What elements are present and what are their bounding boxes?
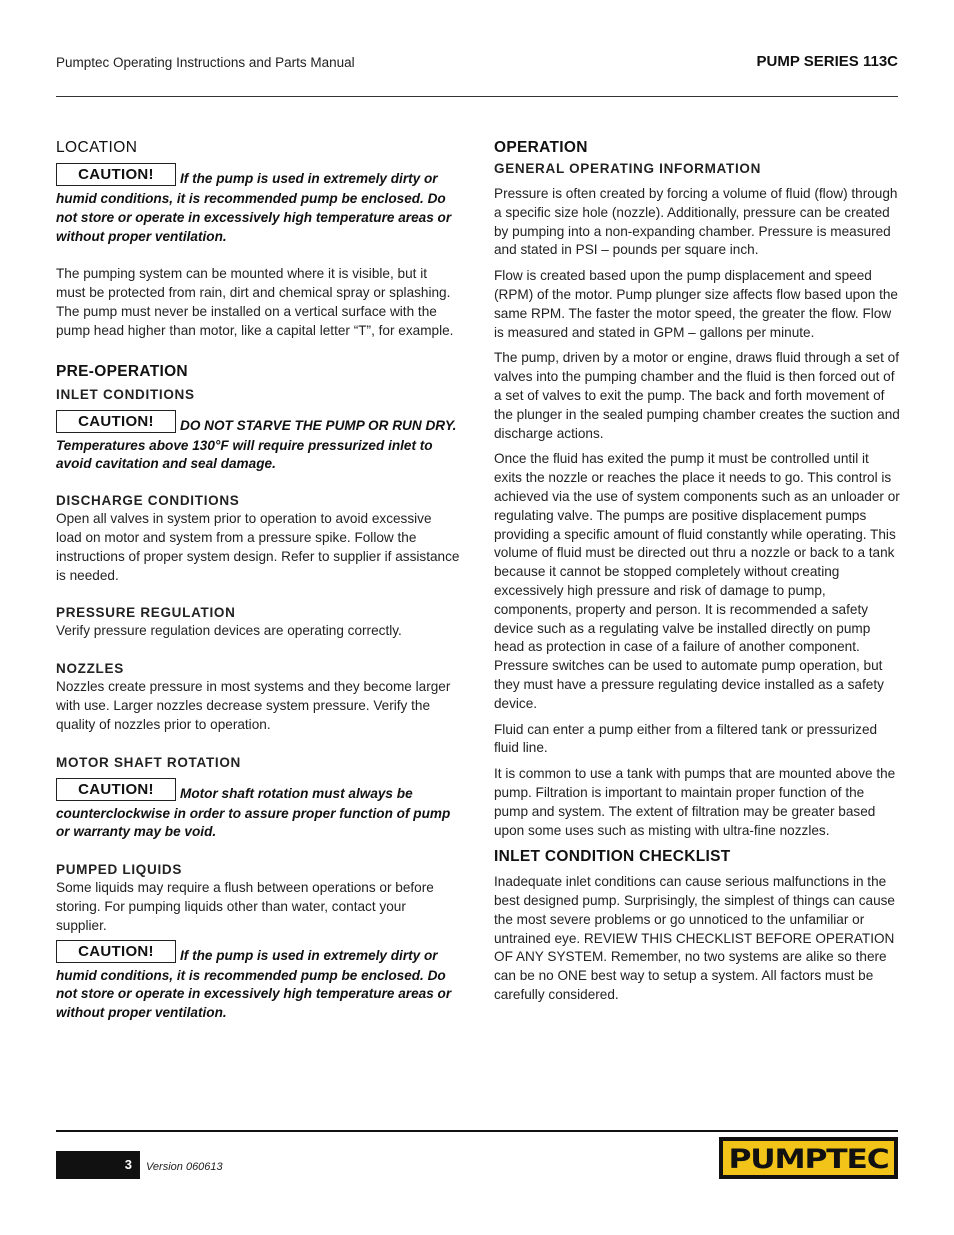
operation-paragraph-3: The pump, driven by a motor or engine, draws fluid through a set of valves into the pumping chamber and the fluid is then forced out of a set of valves to exit the pump. The back and forth movement of the plunger in the sealed pumping chamber creates the suction and discharge actions. — [494, 350, 900, 441]
version-label: Version 060613 — [146, 1161, 223, 1173]
caution-badge: CAUTION! — [56, 410, 176, 433]
discharge-text: Open all valves in system prior to operation to avoid excessive load on motor and system from a pressure spike. Follow the instructions of proper system design. Refer to supplier if assistance is needed. — [56, 511, 460, 583]
left-column — [56, 138, 460, 1023]
pre-operation-heading: PRE-OPERATION — [56, 362, 188, 380]
operation-paragraph-4: Once the fluid has exited the pump it must be controlled until it exits the nozzle or reaches the place it needs to go. This control is achieved via the use of system components such as an unloader or regulating valve. The pumps are positive displacement pumps providing a specific amount of fluid constantly while operating. This volume of fluid must be directed out thru a nozzle or back to a tank because it cannot be stopped completely without creating excessively high pressure and risk of damage to pump, components, property and person. It is recommended a safety device such as a regulating valve be installed directly on pump head as protection in case of a failure of another component. Pressure switches can be used to automate pump operation, but they must have a pressure regulating device installed as a safety device. — [494, 451, 900, 711]
liquids-text: Some liquids may require a flush between operations or before storing. For pumping liquids other than water, contact your supplier. — [56, 880, 434, 933]
general-operating-heading: GENERAL OPERATING INFORMATION — [494, 161, 762, 176]
discharge-conditions-heading: DISCHARGE CONDITIONS — [56, 493, 240, 509]
inlet-checklist-heading: INLET CONDITION CHECKLIST — [494, 848, 731, 866]
caution-badge: CAUTION! — [56, 163, 176, 186]
location-text: The pumping system can be mounted where it is visible, but it must be protected from rain, dirt and chemical spray or splashing. The pump must never be installed on a vertical surface with the pump head higher than motor, like a capital letter “T”, for example. — [56, 266, 454, 338]
motor-shaft-heading: MOTOR SHAFT ROTATION — [56, 754, 241, 770]
pumptec-logo — [719, 1137, 898, 1179]
inlet-conditions-heading: INLET CONDITIONS — [56, 386, 195, 402]
operation-paragraph-1: Pressure is often created by forcing a volume of fluid (flow) through a specific size hole (nozzle). Additionally, pressure can be created by pumping into a non-expanding chamber. Pressure is measured and stated in PSI – pounds per square inch. — [494, 186, 898, 258]
page-number: 3 — [124, 1157, 132, 1172]
checklist-paragraph: Inadequate inlet conditions can cause serious malfunctions in the best designed pump. Surprisingly, the simplest of things can cause the most severe problems or go unnoticed to the unfamiliar or untrained eye. REVIEW THIS CHECKLIST BEFORE OPERATION OF ANY SYSTEM. Remember, no two systems are alike so there can be no ONE best way to setup a system. All factors must be carefully considered. — [494, 874, 895, 1003]
caution-text: If the pump is used in extremely dirty or humid conditions, it is recommended pump be enclosed. Do not store or operate in excessively high temperature areas or without proper ventilation. — [56, 947, 452, 1021]
pressure-regulation-heading: PRESSURE REGULATION — [56, 605, 236, 621]
caution-text: Motor shaft rotation must always be counterclockwise in order to assure proper function of pump or warranty may be void. — [56, 785, 451, 840]
logo-text: PUMPTEC — [728, 1144, 889, 1175]
header-divider — [56, 96, 898, 97]
footer-divider — [56, 1130, 898, 1132]
caution-text: DO NOT STARVE THE PUMP OR RUN DRY. Temperatures above 130°F will require pressurized inlet to avoid cavitation and seal damage. — [56, 417, 457, 472]
caution-enclosure — [56, 944, 460, 1023]
caution-badge: CAUTION! — [56, 940, 176, 963]
caution-motor — [56, 782, 460, 843]
operation-paragraph-2: Flow is created based upon the pump displacement and speed (RPM) of the motor. Pump plunger size affects flow based upon the same RPM. The faster the motor speed, the greater the flow. Flow is measured and stated in GPM – gallons per minute. — [494, 268, 898, 340]
nozzles-text: Nozzles create pressure in most systems and they become larger with use. Larger nozzles decrease system pressure. Verify the quality of nozzles prior to operation. — [56, 679, 451, 732]
page-number-box — [56, 1151, 140, 1179]
caution-badge: CAUTION! — [56, 778, 176, 801]
pressure-text: Verify pressure regulation devices are operating correctly. — [56, 623, 402, 639]
pumped-liquids-heading: PUMPED LIQUIDS — [56, 862, 183, 878]
series-title: PUMP SERIES 113C — [756, 53, 898, 70]
operation-paragraph-6: It is common to use a tank with pumps that are mounted above the pump. Filtration is important to maintain proper function of the pump and system. The extent of filtration may be greater based upon some uses such as misting with ultra-fine nozzles. — [494, 766, 896, 838]
location-heading: LOCATION — [56, 139, 138, 156]
manual-title: Pumptec Operating Instructions and Parts Manual — [56, 55, 355, 70]
caution-starve — [56, 414, 460, 475]
caution-text: If the pump is used in extremely dirty or humid conditions, it is recommended pump be enclosed. Do not store or operate in excessively high temperature areas or without proper ventilation. — [56, 171, 452, 244]
right-column — [494, 138, 900, 1005]
caution-location — [56, 167, 460, 246]
operation-paragraph-5: Fluid can enter a pump either from a filtered tank or pressurized fluid line. — [494, 721, 878, 756]
nozzles-heading: NOZZLES — [56, 661, 124, 677]
operation-heading: OPERATION — [494, 139, 588, 156]
